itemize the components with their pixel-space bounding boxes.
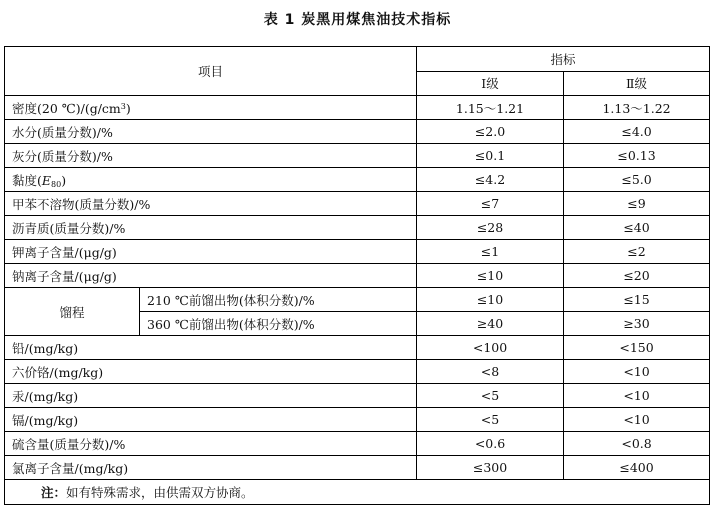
table-row: [5, 96, 710, 120]
table-title: 表 1 炭黑用煤焦油技术指标: [263, 12, 452, 28]
row-label: 沥青质(质量分数)/%: [5, 216, 417, 240]
row-grade1: <5: [417, 408, 564, 432]
row-grade2: ≤9: [564, 192, 710, 216]
table-note: [5, 480, 710, 505]
table-row: [5, 120, 710, 144]
row-label: 氯离子含量/(mg/kg): [5, 456, 417, 480]
table-row: [5, 360, 710, 384]
row-label: 黏度$(E_{80})$: [5, 168, 417, 192]
row-grade2: ≤20: [564, 264, 710, 288]
table-row: [5, 384, 710, 408]
row-label: 水分(质量分数)/%: [5, 120, 417, 144]
row-grade1: <0.6: [417, 432, 564, 456]
table-row: [5, 432, 710, 456]
row-label: 六价铬/(mg/kg): [5, 360, 417, 384]
row-grade1: <5: [417, 384, 564, 408]
row-grade2: ≤5.0: [564, 168, 710, 192]
table-row: [5, 216, 710, 240]
row-grade2: <10: [564, 360, 710, 384]
header-grade2: Ⅱ级: [564, 71, 710, 96]
row-grade1: ≤10: [417, 288, 564, 312]
row-grade2: <10: [564, 408, 710, 432]
row-label: 密度(20 $℃)/(g/cm^3)$: [5, 96, 417, 120]
row-grade1: <100: [417, 336, 564, 360]
note-text: 如有特殊需求，由供需双方协商。: [66, 485, 254, 500]
note-label: 注：: [41, 485, 67, 500]
row-label: 灰分(质量分数)/%: [5, 144, 417, 168]
row-grade2: <0.8: [564, 432, 710, 456]
row-label: 钠离子含量/(μg/g): [5, 264, 417, 288]
row-grade1: ≤0.1: [417, 144, 564, 168]
row-grade2: ≤2: [564, 240, 710, 264]
row-grade2: ≤40: [564, 216, 710, 240]
row-grade1: ≤300: [417, 456, 564, 480]
row-grade1: ≤7: [417, 192, 564, 216]
distillation-label: 馏程: [5, 288, 140, 336]
row-grade1: ≤4.2: [417, 168, 564, 192]
row-label: 铅/(mg/kg): [5, 336, 417, 360]
header-indicator: 指标: [417, 47, 710, 72]
row-grade1: <8: [417, 360, 564, 384]
row-grade2: ≥30: [564, 312, 710, 336]
table-row: [5, 336, 710, 360]
row-grade2: ≤15: [564, 288, 710, 312]
row-grade1: ≤10: [417, 264, 564, 288]
table-row: [5, 456, 710, 480]
row-label: 汞/(mg/kg): [5, 384, 417, 408]
header-item: 项目: [5, 47, 417, 96]
table-row: [5, 192, 710, 216]
row-label: 甲苯不溶物(质量分数)/%: [5, 192, 417, 216]
table-row: [5, 168, 710, 192]
table-row: [5, 288, 710, 312]
header-row: [5, 47, 710, 72]
row-label: 镉/(mg/kg): [5, 408, 417, 432]
row-grade2: ≤400: [564, 456, 710, 480]
row-label: 钾离子含量/(μg/g): [5, 240, 417, 264]
row-grade2: 1.13～1.22: [564, 96, 710, 120]
distillation-sub-label: 210 ℃前馏出物(体积分数)/%: [140, 288, 417, 312]
table-row: [5, 264, 710, 288]
row-grade2: ≤0.13: [564, 144, 710, 168]
table-row: [5, 240, 710, 264]
row-grade1: ≤28: [417, 216, 564, 240]
row-grade2: <10: [564, 384, 710, 408]
header-grade1: Ⅰ级: [417, 71, 564, 96]
row-grade1: ≥40: [417, 312, 564, 336]
row-grade1: 1.15～1.21: [417, 96, 564, 120]
row-grade2: ≤4.0: [564, 120, 710, 144]
spec-table: [4, 46, 710, 505]
row-grade1: ≤1: [417, 240, 564, 264]
table-row: [5, 408, 710, 432]
row-label: 硫含量(质量分数)/%: [5, 432, 417, 456]
distillation-sub-label: 360 ℃前馏出物(体积分数)/%: [140, 312, 417, 336]
row-grade1: ≤2.0: [417, 120, 564, 144]
table-row: [5, 144, 710, 168]
note-row: [5, 480, 710, 505]
row-grade2: <150: [564, 336, 710, 360]
